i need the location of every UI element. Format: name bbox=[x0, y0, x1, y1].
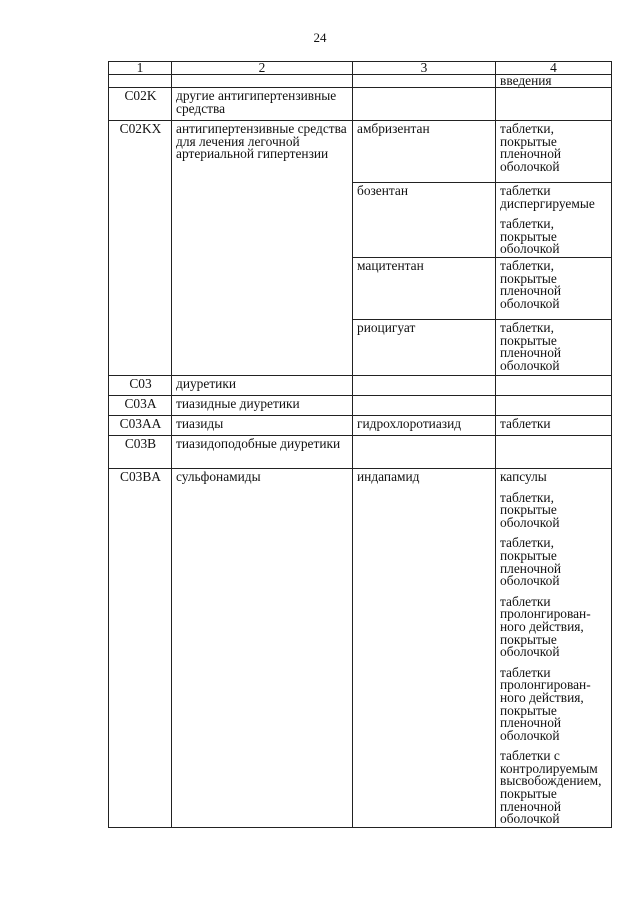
continuation-row bbox=[109, 75, 612, 88]
dosage-form: таблетки пролонгирован-ного действия, покрытые оболочкой bbox=[500, 593, 591, 660]
atc-group-name: антигипертензивные средства для лечения легочной артериальной гипертензии bbox=[172, 121, 353, 376]
dosage-form: таблетки диспергируемые bbox=[500, 183, 595, 211]
table-row bbox=[109, 436, 612, 469]
column-number: 4 bbox=[496, 62, 612, 75]
column-number: 2 bbox=[172, 62, 353, 75]
dosage-form: таблетки, покрытые оболочкой bbox=[500, 216, 560, 257]
dosage-form: таблетки, покрытые пленочной оболочкой bbox=[500, 320, 562, 373]
atc-group-name: диуретики bbox=[172, 376, 353, 396]
atc-code: C02KX bbox=[109, 121, 172, 376]
table-row bbox=[109, 469, 612, 828]
table-row bbox=[109, 88, 612, 121]
atc-code: C03B bbox=[109, 436, 172, 469]
atc-code: C03BA bbox=[109, 469, 172, 828]
drug-inn: индапамид bbox=[353, 469, 496, 828]
table-row bbox=[109, 376, 612, 396]
dosage-form: таблетки пролонгирован-ного действия, покрытые пленочной оболочкой bbox=[500, 664, 591, 743]
table-row bbox=[109, 396, 612, 416]
drug-inn: бозентан bbox=[353, 183, 496, 258]
dosage-form: капсулы bbox=[500, 469, 547, 484]
atc-group-name: тиазидные диуретики bbox=[172, 396, 353, 416]
dosage-form: таблетки, покрытые оболочкой bbox=[500, 489, 560, 530]
atc-group-name: другие антигипертензивные средства bbox=[172, 88, 353, 121]
atc-group-name: тиазидоподобные диуретики bbox=[172, 436, 353, 469]
table-row bbox=[109, 121, 612, 183]
dosage-form: таблетки, покрытые пленочной оболочкой bbox=[500, 258, 562, 311]
column-number: 1 bbox=[109, 62, 172, 75]
drug-table bbox=[108, 61, 612, 828]
atc-code: C03A bbox=[109, 396, 172, 416]
dosage-form: таблетки с контролируемым высвобождением, покрытые пленочной оболочкой bbox=[500, 748, 602, 827]
atc-code: C02K bbox=[109, 88, 172, 121]
dosage-form: таблетки, покрытые пленочной оболочкой bbox=[500, 121, 562, 174]
drug-inn: амбризентан bbox=[353, 121, 496, 183]
continuation-text: введения bbox=[496, 75, 612, 88]
drug-inn: гидрохлоротиазид bbox=[353, 416, 496, 436]
atc-code: C03AA bbox=[109, 416, 172, 436]
page-number: 24 bbox=[313, 30, 327, 45]
drug-inn: риоцигуат bbox=[353, 320, 496, 376]
dosage-form: таблетки bbox=[500, 416, 551, 431]
atc-group-name: тиазиды bbox=[172, 416, 353, 436]
atc-group-name: сульфонамиды bbox=[172, 469, 353, 828]
drug-inn: мацитентан bbox=[353, 258, 496, 320]
dosage-form: таблетки, покрытые пленочной оболочкой bbox=[500, 535, 562, 589]
column-number: 3 bbox=[353, 62, 496, 75]
table-row bbox=[109, 416, 612, 436]
atc-code: C03 bbox=[109, 376, 172, 396]
